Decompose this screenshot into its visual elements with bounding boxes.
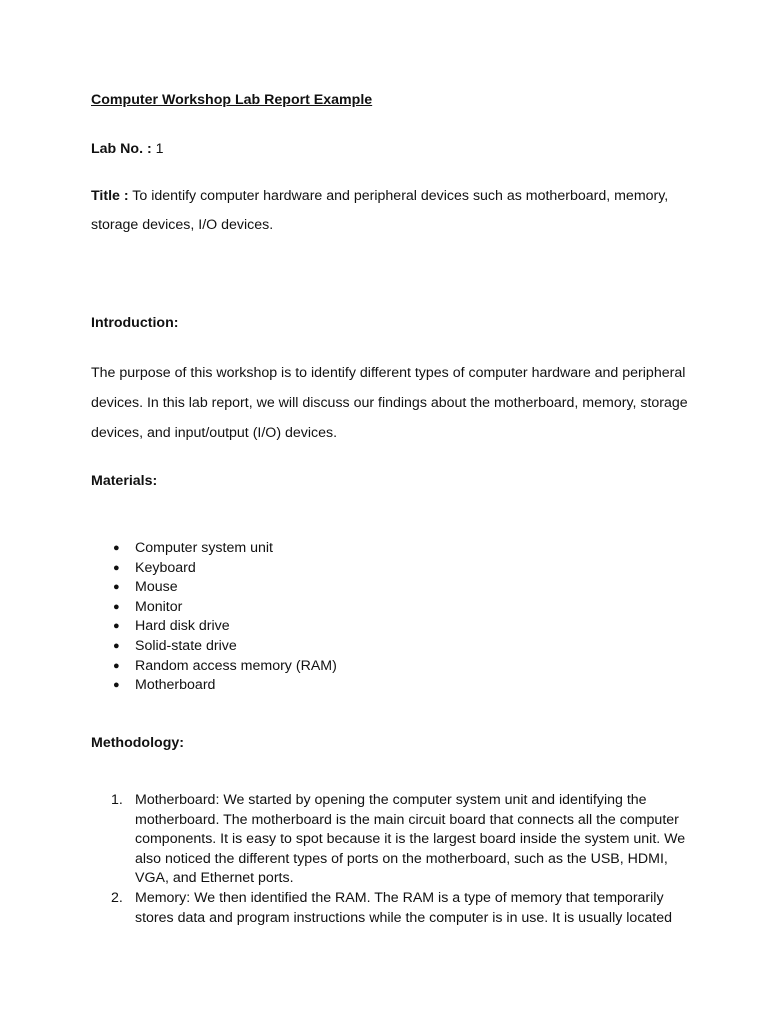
bullet-icon: ● — [113, 620, 120, 633]
list-item — [91, 578, 337, 598]
methodology-list — [91, 791, 691, 928]
bullet-icon: ● — [113, 561, 120, 574]
bullet-icon: ● — [113, 600, 120, 613]
list-item — [91, 657, 337, 677]
materials-heading: Materials: — [91, 473, 158, 489]
list-item-text: Mouse — [135, 579, 178, 596]
list-item-text: Solid-state drive — [135, 637, 237, 654]
list-item-text: Monitor — [135, 598, 183, 615]
list-item — [91, 676, 337, 696]
introduction-line: devices. In this lab report, we will discuss our findings about the motherboard, memory, storage — [91, 395, 688, 411]
lab-title-continuation: storage devices, I/O devices. — [91, 217, 274, 233]
list-item — [91, 598, 337, 618]
list-item-text: Computer system unit — [135, 540, 273, 556]
document-title: Computer Workshop Lab Report Example — [91, 92, 373, 108]
bullet-icon: ● — [113, 581, 120, 594]
list-item-line: motherboard. The motherboard is the main circuit board that connects all the computer — [135, 811, 679, 828]
list-item — [91, 791, 691, 889]
materials-list — [91, 539, 337, 696]
list-item — [91, 637, 337, 657]
list-item-line: stores data and program instructions while the computer is in use. It is usually located — [135, 909, 673, 926]
list-item-text: Hard disk drive — [135, 618, 230, 635]
lab-number-value: 1 — [151, 141, 164, 157]
list-item — [91, 539, 337, 559]
bullet-icon: ● — [113, 659, 120, 672]
lab-number-label: Lab No. : — [91, 141, 152, 157]
methodology-heading: Methodology: — [91, 735, 184, 751]
lab-title-text: To identify computer hardware and peripheral devices such as motherboard, memory, — [128, 188, 669, 204]
introduction-line: The purpose of this workshop is to identify different types of computer hardware and peripheral — [91, 365, 686, 381]
lab-title-line — [91, 188, 668, 204]
list-item-text: Motherboard — [135, 677, 216, 694]
list-item-number: 1. — [111, 792, 123, 808]
list-item — [91, 889, 691, 928]
bullet-icon: ● — [113, 679, 120, 692]
list-item-text: Random access memory (RAM) — [135, 657, 337, 674]
list-item-line: VGA, and Ethernet ports. — [135, 870, 294, 887]
list-item-line: also noticed the different types of ports on the motherboard, such as the USB, HDMI, — [135, 850, 668, 867]
introduction-line: devices, and input/output (I/O) devices. — [91, 425, 338, 441]
list-item-line: Motherboard: We started by opening the computer system unit and identifying the — [135, 792, 647, 808]
bullet-icon: ● — [113, 542, 120, 554]
bullet-icon: ● — [113, 639, 120, 652]
list-item-text: Keyboard — [135, 559, 196, 576]
lab-title-label: Title : — [91, 188, 129, 204]
introduction-heading: Introduction: — [91, 315, 179, 331]
list-item-line: Memory: We then identified the RAM. The RAM is a type of memory that temporarily — [135, 889, 664, 906]
list-item-line: components. It is easy to spot because it is the largest board inside the system unit. We — [135, 831, 686, 848]
lab-number-line — [91, 141, 164, 157]
list-item-number: 2. — [111, 889, 123, 906]
list-item — [91, 559, 337, 579]
list-item — [91, 617, 337, 637]
